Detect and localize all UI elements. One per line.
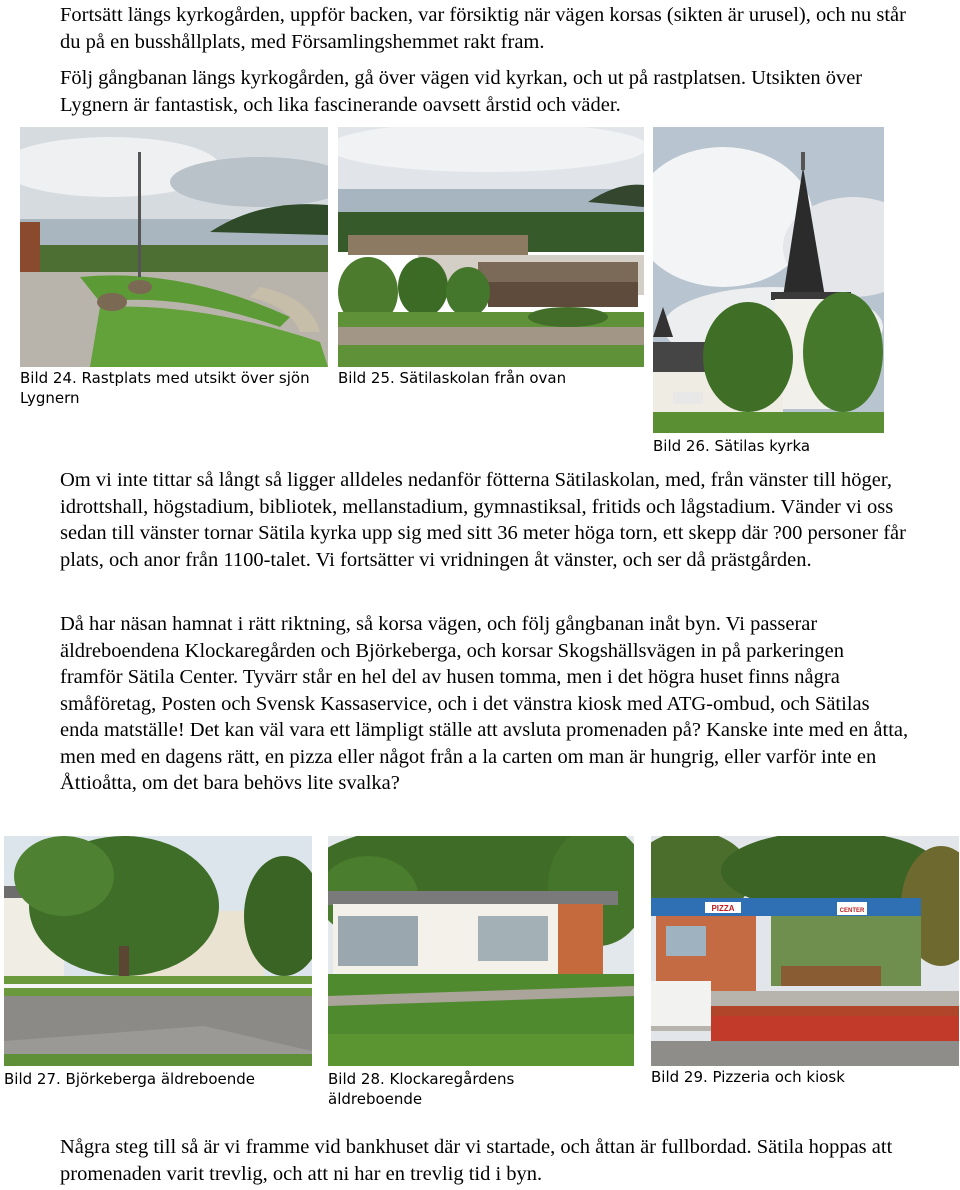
caption-bild25: Bild 25. Sätilaskolan från ovan <box>338 369 567 387</box>
caption-bild29: Bild 29. Pizzeria och kiosk <box>651 1068 845 1086</box>
paragraph-intro: Fortsätt längs kyrkogården, uppför backen, var försiktig när vägen korsas (sikten är urusel), och nu står du på en busshållplats, med Församlingshemmet rakt fram. <box>60 4 906 53</box>
caption-bild24: Bild 24. Rastplats med utsikt över sjön Lygnern <box>20 369 310 407</box>
photo-pizzeria-kiosk <box>651 836 959 1066</box>
photo-klockaregarden <box>328 836 634 1066</box>
pizza-sign: PIZZA <box>711 904 735 913</box>
center-sign: CENTER <box>839 908 865 914</box>
caption-bild26: Bild 26. Sätilas kyrka <box>653 437 811 455</box>
photo-rastplats <box>20 127 328 367</box>
photo-bjorkeberga <box>4 836 312 1066</box>
caption-bild28: Bild 28. Klockaregårdens äldreboende <box>328 1070 515 1108</box>
paragraph-skolan-kyrkan: Om vi inte tittar så långt så ligger alldeles nedanför fötterna Sätilaskolan, med, från vänster till höger, idrottshall, högstadium, bibliotek, mellanstadium, gymnastiksal, fritids och lågstadium. Vänder vi oss sedan till vänster tornar Sätila kyrka upp sig med sitt 36 meter höga torn, ett skepp där ?00 personer får plats, och anor från 1100-talet. Vi fortsätter vi vridningen åt vänster, och ser då prästgården. <box>60 469 906 571</box>
photo-satila-kyrka <box>653 127 884 433</box>
paragraph-avslutning: Några steg till så är vi framme vid bankhuset där vi startade, och åttan är fullbordad. Sätila hoppas att promenaden varit trevlig, och att ni har en trevlig tid i byn. <box>60 1136 893 1185</box>
photo-satilaskolan <box>338 127 644 367</box>
paragraph-satila-center: Då har näsan hamnat i rätt riktning, så korsa vägen, och följ gångbanan inåt byn. Vi passerar äldreboendena Klockaregården och Björkeberga, och korsar Skogshällsvägen in på parkeringen framför Sätila Center. Tyvärr står en hel del av husen tomma, men i det högra huset finns några småföretag, Posten och Svensk Kassaservice, och i det vänstra kiosk med ATG-ombud, och Sätilas enda matställe! Det kan väl vara ett lämpligt ställe att avsluta promenaden på? Kanske inte med en åtta, men med en dagens rätt, en pizza eller något från a la carten om man är hungrig, eller varför inte en Åttioåtta, om det bara behövs lite svalka? <box>60 613 909 794</box>
caption-bild27: Bild 27. Björkeberga äldreboende <box>4 1070 255 1088</box>
paragraph-rastplats: Följ gångbanan längs kyrkogården, gå över vägen vid kyrkan, och ut på rastplatsen. Utsikten över Lygnern är fantastisk, och lika fascinerande oavsett årstid och väder. <box>60 67 863 116</box>
